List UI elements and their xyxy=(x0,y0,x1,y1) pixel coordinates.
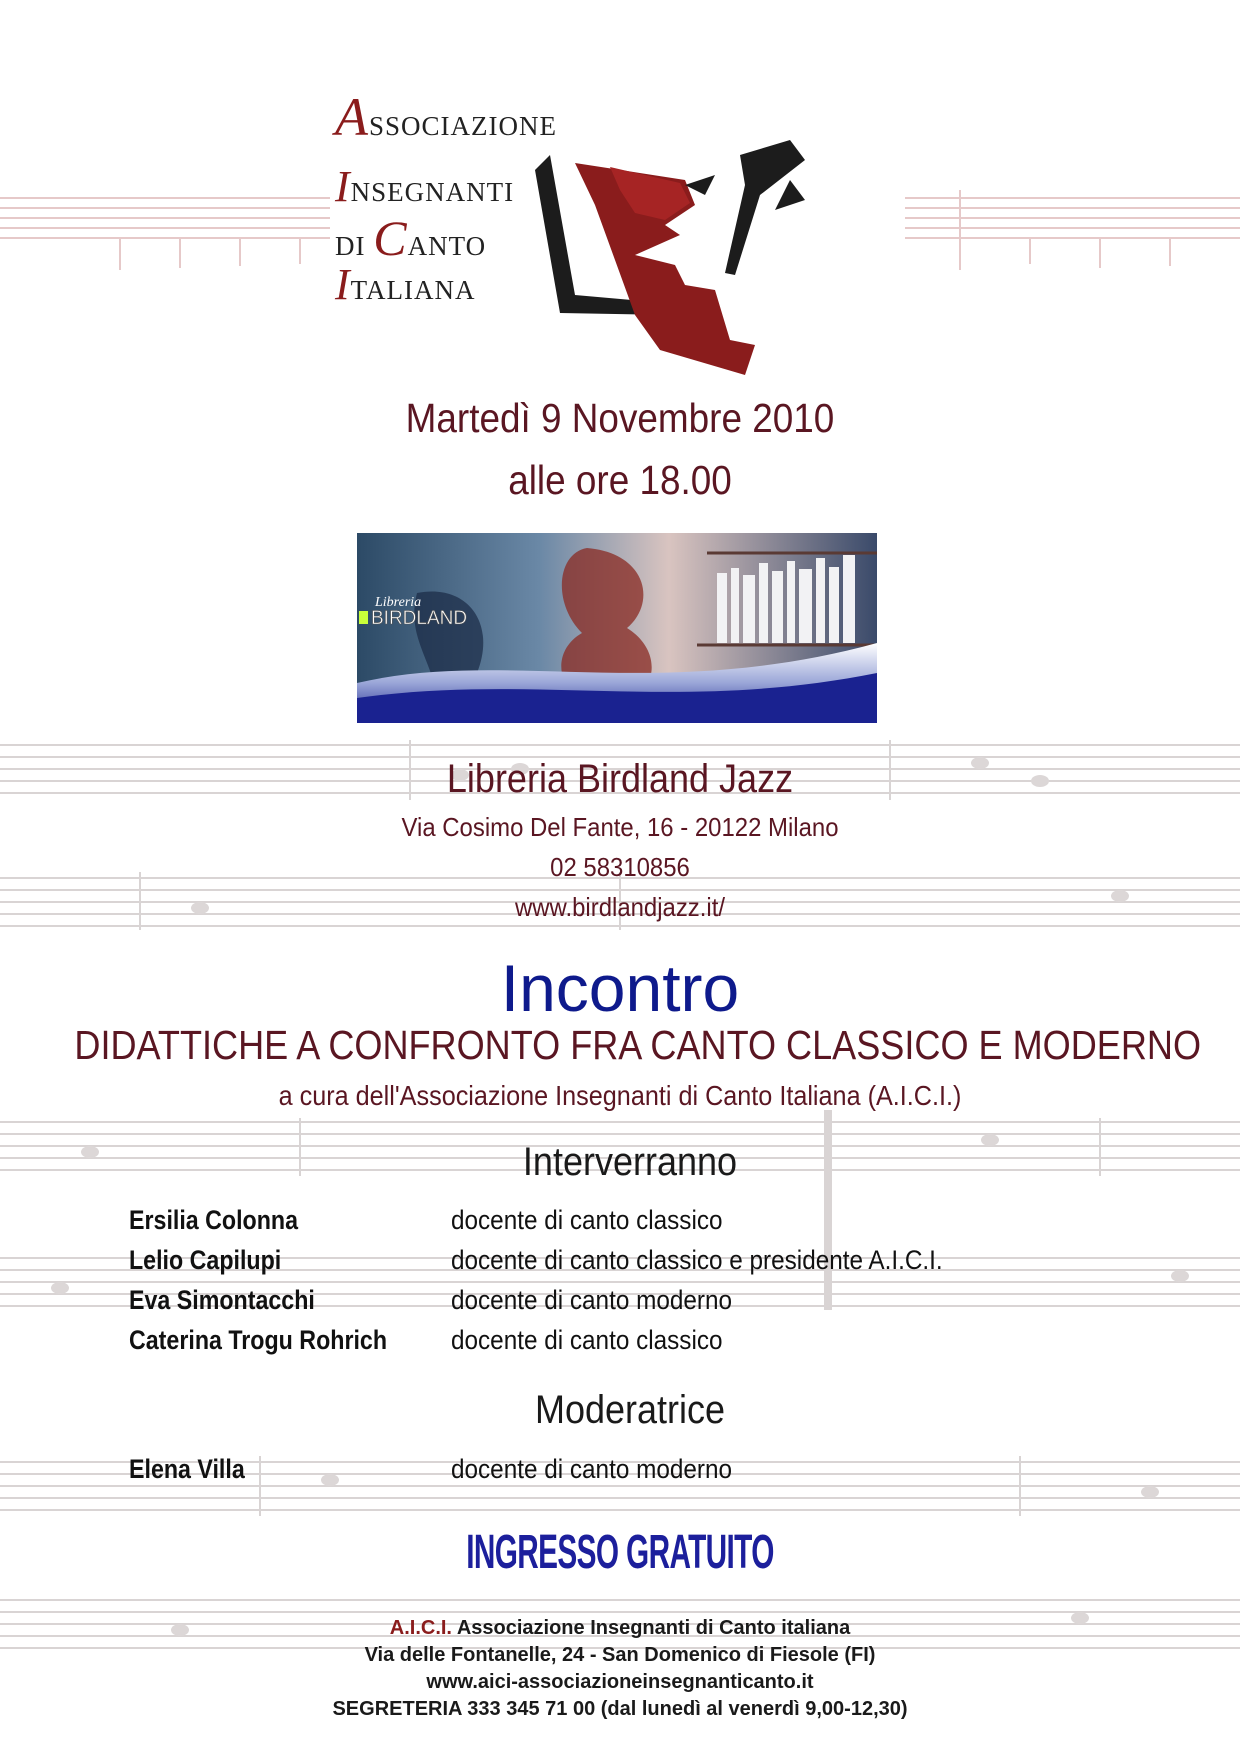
speaker-name: Caterina Trogu Rohrich xyxy=(129,1325,388,1355)
speaker-name: Ersilia Colonna xyxy=(129,1205,299,1235)
moderator-heading: Moderatrice xyxy=(534,1388,726,1432)
speaker-row xyxy=(0,1205,1240,1241)
moderator-row xyxy=(0,1454,1240,1490)
footer-abbr: A.I.C.I. xyxy=(389,1617,452,1639)
meeting-label: Incontro xyxy=(500,951,740,1025)
speaker-role: docente di canto classico xyxy=(451,1205,723,1235)
moderator-name: Elena Villa xyxy=(129,1454,245,1484)
speaker-role: docente di canto classico xyxy=(451,1325,723,1355)
footer-secretary: SEGRETERIA 333 345 71 00 (dal lunedì al venerdì 9,00-12,30) xyxy=(332,1698,908,1720)
speaker-name: Eva Simontacchi xyxy=(129,1285,315,1315)
speaker-role: docente di canto moderno xyxy=(451,1285,732,1315)
logo-initial-i2: I xyxy=(335,260,351,309)
speaker-row xyxy=(0,1325,1240,1361)
meeting-title: DIDATTICHE A CONFRONTO FRA CANTO CLASSICO E MODERNO xyxy=(74,1022,1202,1068)
event-time: alle ore 18.00 xyxy=(508,457,732,503)
logo-initial-c: C xyxy=(373,210,408,266)
speaker-row xyxy=(0,1245,1240,1281)
aici-logo xyxy=(335,85,920,385)
venue-address: Via Cosimo Del Fante, 16 - 20122 Milano xyxy=(401,812,839,842)
logo-word-canto: ANTO xyxy=(407,231,487,261)
logo-word-italiana: TALIANA xyxy=(350,275,476,305)
banner-brand-big: BIRDLAND xyxy=(371,608,468,629)
logo-word-di: DI xyxy=(335,231,374,261)
free-admission: INGRESSO GRATUITO xyxy=(466,1526,774,1579)
venue-name: Libreria Birdland Jazz xyxy=(446,757,794,801)
event-date: Martedì 9 Novembre 2010 xyxy=(405,395,835,441)
footer-website-link[interactable]: www.aici-associazioneinsegnanticanto.it xyxy=(426,1671,814,1693)
logo-word-insegnanti: NSEGNANTI xyxy=(350,177,515,207)
speakers-heading: Interverranno xyxy=(522,1140,738,1184)
speaker-row xyxy=(0,1285,1240,1321)
speaker-role: docente di canto classico e presidente A.I.C.I. xyxy=(451,1245,943,1275)
footer-organization xyxy=(0,1617,1240,1640)
venue-phone: 02 58310856 xyxy=(550,852,690,882)
logo-initial-a: A xyxy=(335,87,369,147)
birdland-banner xyxy=(357,533,877,723)
footer-org-name: Associazione Insegnanti di Canto italiana xyxy=(452,1617,851,1639)
meeting-subtitle: a cura dell'Associazione Insegnanti di Canto Italiana (A.I.C.I.) xyxy=(278,1080,962,1111)
footer-address: Via delle Fontanelle, 24 - San Domenico di Fiesole (FI) xyxy=(364,1644,876,1666)
moderator-role: docente di canto moderno xyxy=(451,1454,732,1484)
logo-word-associazione: SSOCIAZIONE xyxy=(369,111,558,141)
speaker-name: Lelio Capilupi xyxy=(129,1245,282,1275)
banner-image xyxy=(357,533,877,723)
venue-website-link[interactable]: www.birdlandjazz.it/ xyxy=(514,892,726,922)
banner-brand-small: Libreria xyxy=(375,595,422,610)
logo-initial-i: I xyxy=(335,162,351,211)
